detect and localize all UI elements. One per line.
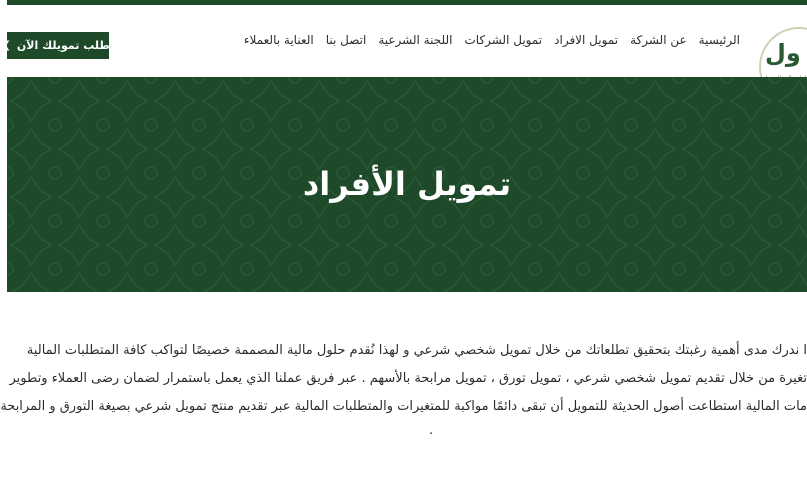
chevron-icon: ❯ [2,40,11,51]
nav-item-individual-finance[interactable]: تمويل الافراد [554,33,619,47]
paragraph-line: تغيرة من خلال تقديم تمويل شخصي شرعي ، تمويل تورق ، تمويل مرابحة بالأسهم . عبر فريق عملنا الذي يعمل باستمرار لضمان رضى العملاء وتطوير [9,371,807,386]
nav-item-sharia-committee[interactable]: اللجنة الشرعية [378,33,453,47]
hero-banner [7,77,807,292]
intro-paragraph [0,337,807,421]
site-header [2,5,807,77]
paragraph-line: مات المالية استطاعت أصول الحديثة للتمويل أن تبقى دائمًا مواكبة للمتغيرات والمتطلبات المالية عبر تقديم منتج تمويل شرعي بصيغة التورق و المرابحة [0,399,807,414]
request-finance-button[interactable] [2,32,114,59]
nav-item-home[interactable]: الرئيسية [698,33,740,47]
request-finance-label: اطلب تمويلك الآن [16,39,114,52]
nav-item-customer-care[interactable]: العناية بالعملاء [243,33,314,47]
page-title: تمويل الأفراد [302,165,512,203]
nav-item-about[interactable]: عن الشركة [630,33,687,47]
main-nav [244,33,740,47]
paragraph-line: ا ندرك مدى أهمية رغبتك بتحقيق تطلعاتك من خلال تمويل شخصي شرعي و لهذا نُقدم حلول مالية المصممة خصيصًا لتواكب كافة المتطلبات المالية [26,343,807,358]
nav-item-corporate-finance[interactable]: تمويل الشركات [464,33,543,47]
paragraph-end-mark: . [429,423,434,438]
nav-item-contact[interactable]: اتصل بنا [325,33,367,47]
logo-mark: ول [765,39,801,67]
